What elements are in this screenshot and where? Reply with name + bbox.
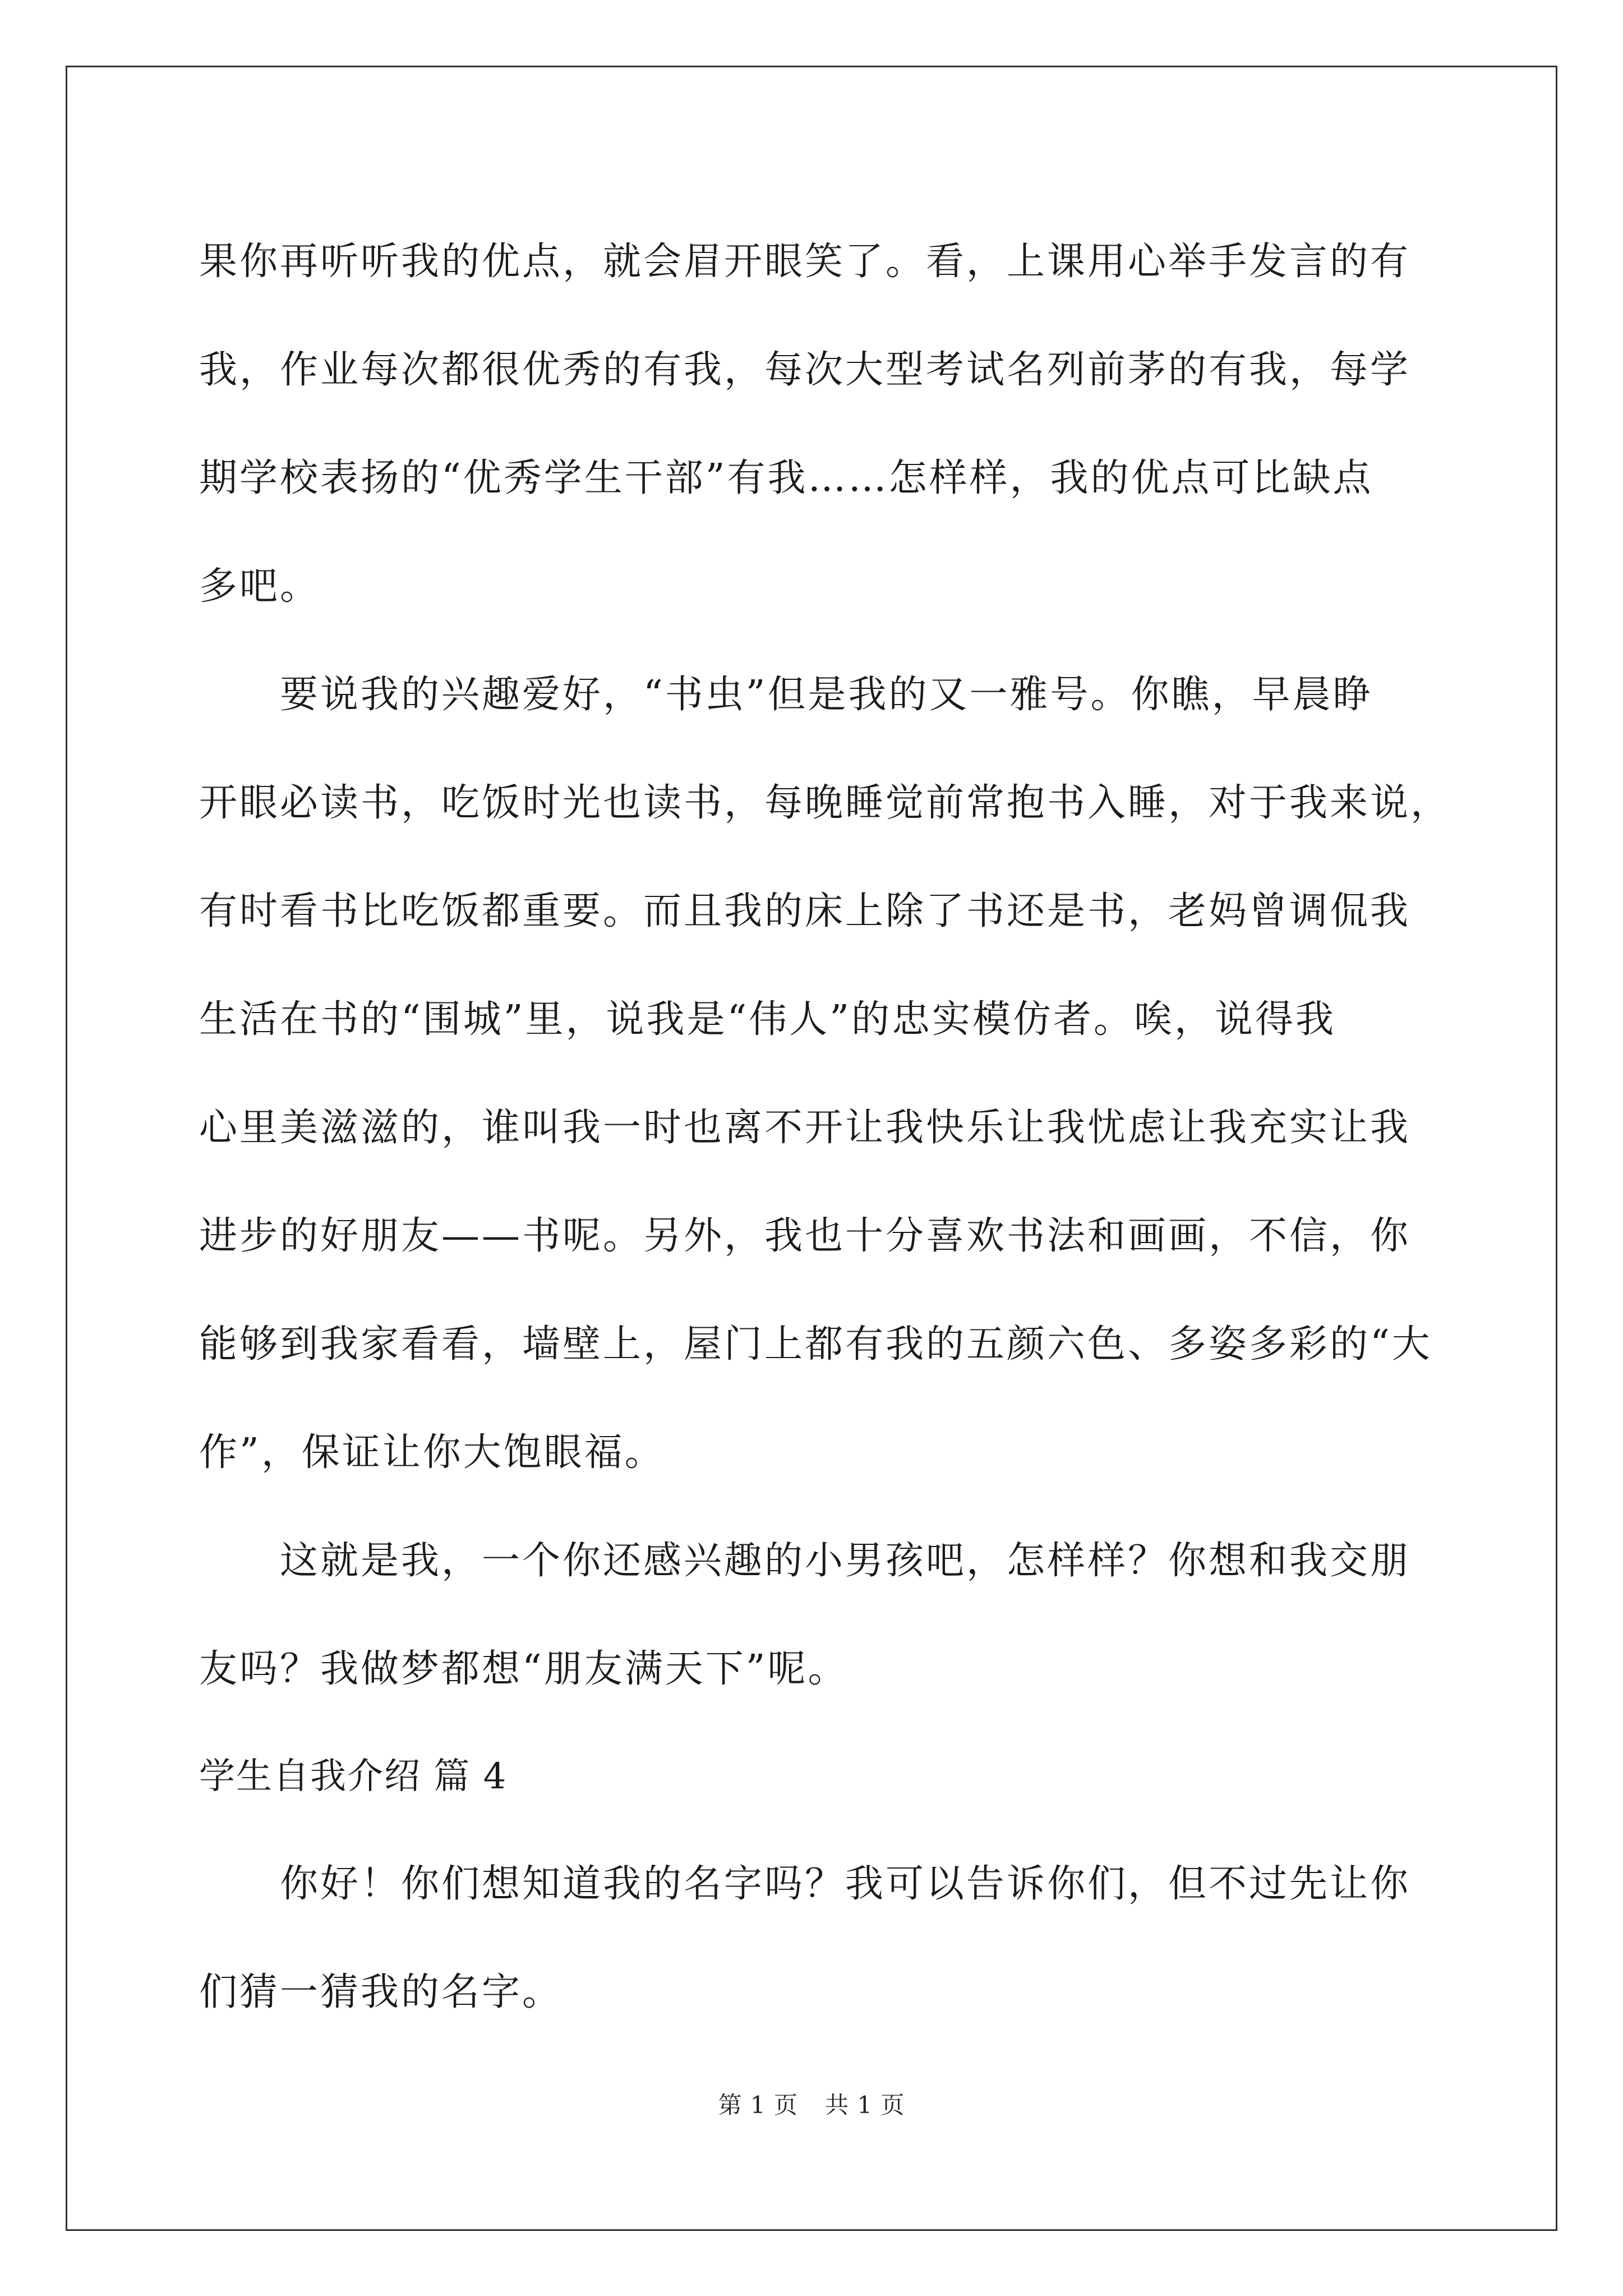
text-line: 我，作业每次都很优秀的有我，每次大型考试名列前茅的有我，每学 xyxy=(199,348,1411,392)
text-line: 期学校表扬的“优秀学生干部”有我……怎样样，我的优点可比缺点 xyxy=(199,456,1373,500)
text-line: 生活在书的“围城”里，说我是“伟人”的忠实模仿者。唉，说得我 xyxy=(199,997,1336,1042)
text-line: 进步的好朋友——书呢。另外，我也十分喜欢书法和画画，不信，你 xyxy=(199,1214,1411,1258)
text-line: 友吗？我做梦都想“朋友满天下”呢。 xyxy=(199,1647,849,1691)
section-heading: 学生自我介绍 篇 4 xyxy=(199,1756,508,1797)
text-line: 果你再听听我的优点，就会眉开眼笑了。看，上课用心举手发言的有 xyxy=(199,240,1411,284)
text-line: 作”，保证让你大饱眼福。 xyxy=(199,1430,665,1475)
text-line: 你好！你们想知道我的名字吗？我可以告诉你们，但不过先让你 xyxy=(199,1862,1411,1906)
text-line: 开眼必读书，吃饭时光也读书，每晚睡觉前常抱书入睡，对于我来说， xyxy=(199,781,1451,825)
text-line: 要说我的兴趣爱好，“书虫”但是我的又一雅号。你瞧，早晨睁 xyxy=(199,673,1373,717)
text-line: 这就是我，一个你还感兴趣的小男孩吧，怎样样？你想和我交朋 xyxy=(199,1539,1411,1583)
page-total: 共 1 页 xyxy=(825,2091,905,2119)
text-line: 有时看书比吃饭都重要。而且我的床上除了书还是书，老妈曾调侃我 xyxy=(199,889,1411,933)
text-line: 多吧。 xyxy=(199,564,321,609)
page-number: 第 1 页 xyxy=(718,2091,798,2119)
document-body xyxy=(199,208,1451,2046)
page-footer xyxy=(0,2087,1623,2120)
text-line: 们猜一猜我的名字。 xyxy=(199,1970,563,2014)
text-line: 能够到我家看看，墙壁上，屋门上都有我的五颜六色、多姿多彩的“大 xyxy=(199,1322,1432,1366)
text-line: 心里美滋滋的，谁叫我一时也离不开让我快乐让我忧虑让我充实让我 xyxy=(199,1106,1411,1150)
